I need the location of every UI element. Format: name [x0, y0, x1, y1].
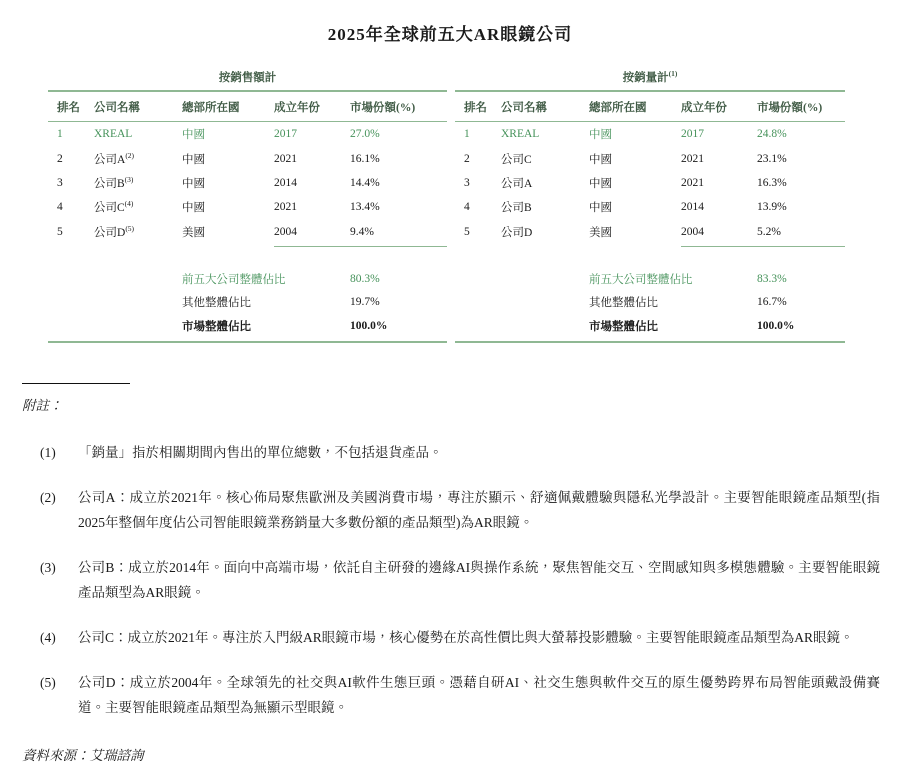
summary-label: 其他整體佔比	[589, 297, 658, 310]
note-number: (4)	[40, 630, 56, 646]
cell-year: 2014	[681, 201, 704, 214]
source-line: 資料來源：艾瑞諮詢	[22, 748, 144, 764]
footnote-ref: (2)	[125, 150, 135, 160]
summary-block	[48, 267, 447, 338]
table-row	[48, 171, 447, 195]
cell-company: 公司$B^{(3)}$	[94, 175, 134, 190]
summary-row-top5	[48, 267, 447, 291]
notes-heading: 附註：	[22, 398, 63, 414]
note-text: 公司D：成立於2004年。全球領先的社交與AI軟件生態巨頭。憑藉自研AI、社交生態與軟件交互的原生優勢跨界布局智能頭戴設備賽道。主要智能眼鏡產品類型為無顯示型眼鏡。	[78, 675, 880, 716]
table-header-row	[48, 92, 447, 121]
summary-value: 100.0%	[350, 319, 388, 332]
note-text: 「銷量」指於相關期間內售出的單位總數，不包括退貨產品。	[78, 445, 443, 461]
table-row	[455, 146, 845, 170]
table-by-volume	[455, 69, 845, 343]
column-header-share: 市場份額(%)	[757, 102, 823, 114]
tables-container	[48, 69, 845, 343]
table-row	[455, 220, 845, 244]
note-text: 公司A：成立於2021年。核心佈局聚焦歐洲及美國消費市場，專注於顯示、舒適佩戴體驗與隱私光學設計。主要智能眼鏡產品類型(指2025年整個年度佔公司智能眼鏡業務銷量大多數份額的產品類型)為AR眼鏡。	[78, 490, 880, 531]
subtotal-divider	[274, 246, 447, 247]
note-number: (2)	[40, 490, 56, 506]
summary-row-total	[455, 314, 845, 338]
cell-rank: 3	[464, 176, 470, 189]
cell-rank: 5	[464, 225, 470, 238]
note-number: (1)	[40, 445, 56, 461]
table-row	[48, 146, 447, 170]
summary-row-top5	[455, 267, 845, 291]
cell-year: 2017	[274, 128, 297, 141]
group-header-revenue	[48, 69, 447, 90]
cell-company: 公司$A^{(2)}$	[94, 150, 135, 166]
cell-share: 5.2%	[757, 225, 781, 238]
summary-label: 市場整體佔比	[589, 320, 658, 333]
cell-rank: 2	[57, 152, 63, 165]
cell-country: 中國	[182, 177, 205, 190]
column-header-year: 成立年份	[681, 102, 727, 114]
table-by-revenue	[48, 69, 447, 343]
table-row	[455, 195, 845, 219]
cell-rank: 4	[57, 201, 63, 214]
divider	[455, 341, 845, 343]
cell-share: 23.1%	[757, 152, 787, 165]
column-header-company: 公司名稱	[501, 102, 547, 114]
summary-value: 19.7%	[350, 296, 380, 309]
cell-company: 公司C	[501, 153, 532, 166]
column-header-share: 市場份額(%)	[350, 102, 416, 114]
cell-company: XREAL	[501, 128, 540, 141]
note-number: (5)	[40, 675, 56, 691]
note-item	[40, 485, 880, 535]
group-header-volume	[455, 69, 845, 90]
footnote-ref: (4)	[124, 199, 134, 209]
table-row	[48, 122, 447, 146]
cell-share: 16.1%	[350, 152, 380, 165]
cell-country: 中國	[589, 202, 612, 215]
cell-country: 中國	[589, 177, 612, 190]
cell-rank: 1	[464, 128, 470, 141]
column-header-country: 總部所在國	[182, 102, 240, 114]
cell-rank: 2	[464, 152, 470, 165]
note-text: 公司B：成立於2014年。面向中高端市場，依託自主研發的邊緣AI與操作系統，聚焦智能交互、空間感知與多模態體驗。主要智能眼鏡產品類型為AR眼鏡。	[78, 560, 880, 601]
note-item	[40, 625, 880, 650]
cell-country: 中國	[589, 153, 612, 166]
summary-row-total	[48, 314, 447, 338]
cell-year: 2004	[681, 225, 704, 238]
cell-country: 中國	[182, 202, 205, 215]
cell-share: 16.3%	[757, 176, 787, 189]
cell-company: XREAL	[94, 128, 133, 141]
cell-share: 27.0%	[350, 128, 380, 141]
cell-company: 公司$C^{(4)}$	[94, 199, 134, 215]
cell-company: 公司B	[501, 202, 532, 215]
summary-value: 83.3%	[757, 272, 787, 285]
cell-country: 美國	[182, 226, 205, 239]
cell-share: 14.4%	[350, 176, 380, 189]
cell-share: 13.4%	[350, 201, 380, 214]
note-item	[40, 670, 880, 720]
cell-year: 2021	[274, 152, 297, 165]
summary-label: 前五大公司整體佔比	[182, 273, 286, 286]
cell-share: 24.8%	[757, 128, 787, 141]
summary-label: 其他整體佔比	[182, 297, 251, 310]
table-header-row	[455, 92, 845, 121]
cell-year: 2021	[274, 201, 297, 214]
subtotal-divider	[681, 246, 845, 247]
cell-share: 9.4%	[350, 225, 374, 238]
group-header-label: 按銷量計	[622, 72, 669, 84]
summary-row-others	[48, 290, 447, 314]
note-item	[40, 440, 880, 465]
cell-year: 2017	[681, 128, 704, 141]
cell-year: 2014	[274, 176, 297, 189]
footnote-divider	[22, 383, 130, 384]
note-text: 公司C：成立於2021年。專注於入門級AR眼鏡市場，核心優勢在於高性價比與大螢幕投影體驗。主要智能眼鏡產品類型為AR眼鏡。	[78, 630, 854, 646]
cell-rank: 5	[57, 225, 63, 238]
footnote-ref: (5)	[125, 223, 135, 233]
cell-year: 2004	[274, 225, 297, 238]
cell-company: 公司D	[501, 226, 533, 239]
summary-value: 16.7%	[757, 296, 787, 309]
table-row	[48, 195, 447, 219]
note-number: (3)	[40, 560, 56, 576]
cell-country: 美國	[589, 226, 612, 239]
summary-value: 80.3%	[350, 272, 380, 285]
divider	[48, 341, 447, 343]
summary-row-others	[455, 290, 845, 314]
column-header-country: 總部所在國	[589, 102, 647, 114]
table-row	[455, 122, 845, 146]
summary-label: 前五大公司整體佔比	[589, 273, 693, 286]
summary-value: 100.0%	[757, 319, 795, 332]
summary-label: 市場整體佔比	[182, 320, 251, 333]
table-row	[48, 220, 447, 244]
cell-rank: 1	[57, 128, 63, 141]
cell-company: 公司A	[501, 177, 533, 190]
page-title: 2025年全球前五大AR眼鏡公司	[327, 25, 573, 44]
cell-country: 中國	[182, 129, 205, 142]
column-header-rank: 排名	[464, 102, 487, 114]
column-header-company: 公司名稱	[94, 102, 140, 114]
footnote-ref: (3)	[124, 175, 134, 185]
group-header-footnote-ref: (1)	[668, 69, 678, 79]
note-item	[40, 555, 880, 605]
table-row	[455, 171, 845, 195]
group-header-label: 按銷售額計	[218, 72, 277, 84]
cell-share: 13.9%	[757, 201, 787, 214]
cell-company: 公司$D^{(5)}$	[94, 223, 135, 239]
cell-country: 中國	[182, 153, 205, 166]
cell-year: 2021	[681, 152, 704, 165]
cell-rank: 3	[57, 176, 63, 189]
cell-year: 2021	[681, 176, 704, 189]
summary-block	[455, 267, 845, 338]
column-header-year: 成立年份	[274, 102, 320, 114]
column-header-rank: 排名	[57, 102, 80, 114]
cell-rank: 4	[464, 201, 470, 214]
cell-country: 中國	[589, 129, 612, 142]
